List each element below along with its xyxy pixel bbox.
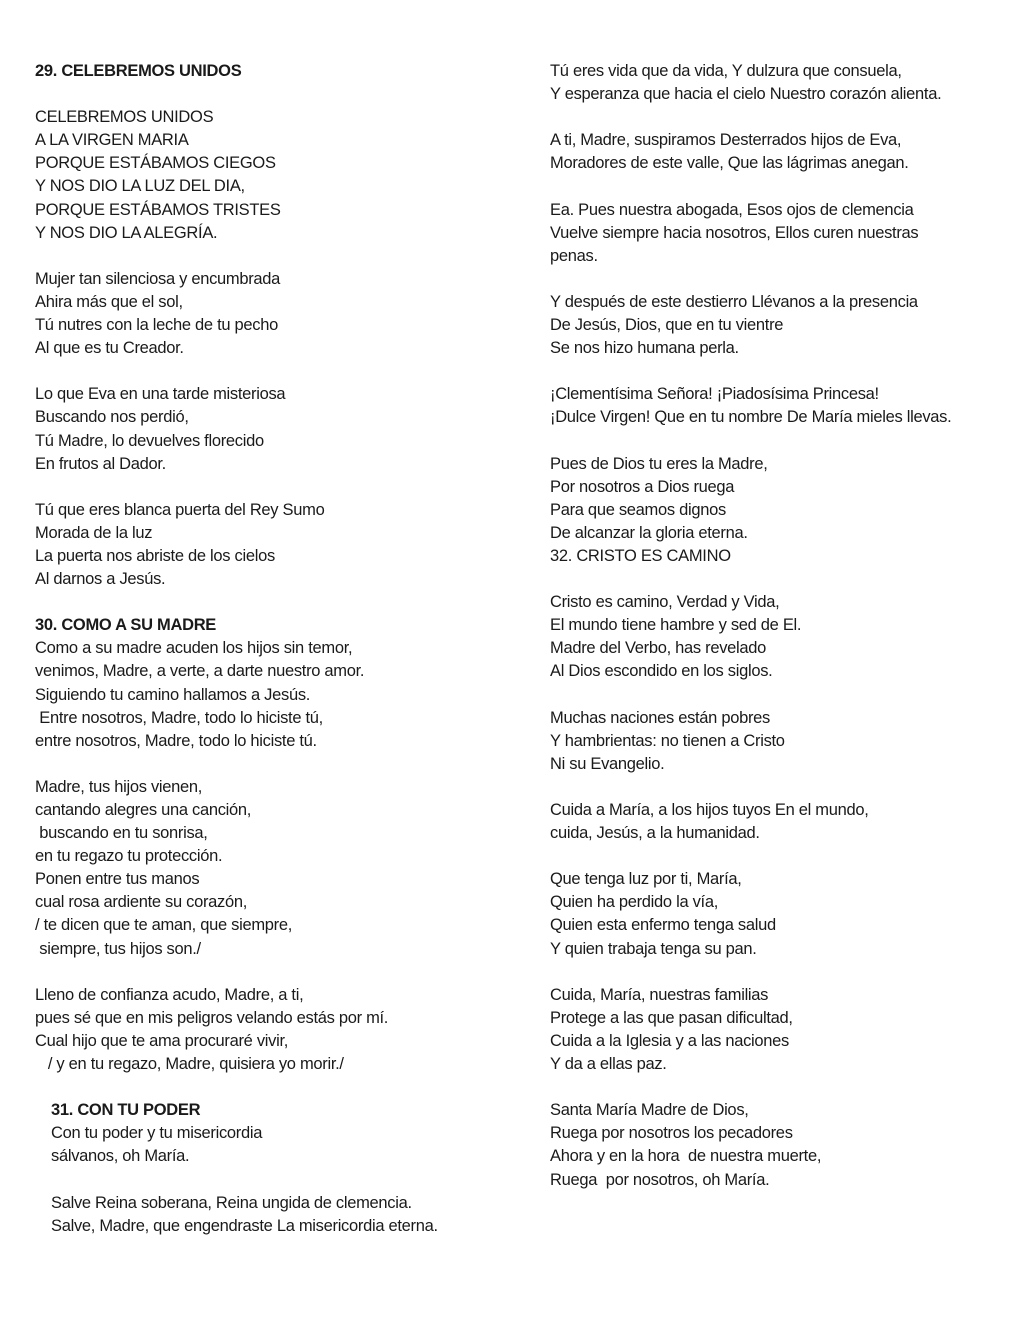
blank-line (35, 753, 505, 776)
text-line: Ahora y en la hora de nuestra muerte, (550, 1147, 822, 1166)
text-line: Ponen entre tus manos (35, 870, 200, 889)
blank-line (35, 83, 505, 106)
text-line: Protege a las que pasan dificultad, (550, 1008, 793, 1027)
blank-line (35, 591, 505, 614)
blank-line (550, 430, 1010, 453)
text-line: Se nos hizo humana perla. (550, 339, 739, 358)
text-line: La puerta nos abriste de los cielos (35, 546, 275, 565)
text-line: En frutos al Dador. (35, 454, 166, 473)
text-line: Entre nosotros, Madre, todo lo hiciste tú, (35, 708, 323, 727)
text-line: Vuelve siempre hacia nosotros, Ellos curen nuestras (550, 223, 919, 242)
blank-line (35, 961, 505, 984)
text-line: Y NOS DIO LA ALEGRÍA. (35, 223, 218, 242)
text-line: Para que seamos dignos (550, 500, 726, 519)
blank-line (550, 684, 1010, 707)
text-line: cantando alegres una canción, (35, 801, 252, 819)
text-line: Moradores de este valle, Que las lágrimas anegan. (550, 154, 909, 173)
blank-line (550, 961, 1010, 984)
text-line: 32. CRISTO ES CAMINO (550, 546, 731, 565)
text-line: Tú nutres con la leche de tu pecho (35, 316, 278, 335)
text-line: El mundo tiene hambre y sed de El. (550, 616, 802, 635)
blank-line (35, 245, 505, 268)
text-line: Y hambrientas: no tienen a Cristo (550, 731, 785, 750)
text-line: Ruega por nosotros, oh María. (550, 1170, 770, 1189)
text-line: Y NOS DIO LA LUZ DEL DIA, (35, 177, 245, 196)
text-line: cuida, Jesús, a la humanidad. (550, 824, 760, 843)
text-line: buscando en tu sonrisa, (35, 824, 208, 843)
text-line: ¡Clementísima Señora! ¡Piadosísima Princesa! (550, 385, 879, 404)
song-title: 31. CON TU PODER (51, 1101, 201, 1120)
text-line: Ni su Evangelio. (550, 754, 665, 773)
blank-line (550, 1076, 1010, 1099)
text-line: Madre del Verbo, has revelado (550, 639, 767, 658)
text-line: ¡Dulce Virgen! Que en tu nombre De María mieles llevas. (550, 408, 952, 427)
text-line: sálvanos, oh María. (51, 1147, 190, 1166)
text-line: PORQUE ESTÁBAMOS CIEGOS (35, 154, 276, 173)
blank-line (550, 776, 1010, 799)
text-line: De Jesús, Dios, que en tu vientre (550, 316, 784, 335)
text-line: Pues de Dios tu eres la Madre, (550, 454, 768, 473)
text-line: cual rosa ardiente su corazón, (35, 893, 248, 912)
text-line: Salve Reina soberana, Reina ungida de clemencia. (51, 1193, 412, 1212)
text-line: Quien esta enfermo tenga salud (550, 916, 776, 935)
text-line: Salve, Madre, que engendraste La misericordia eterna. (51, 1216, 438, 1235)
text-line: Cuida a María, a los hijos tuyos En el mundo, (550, 801, 869, 819)
text-line: Santa María Madre de Dios, (550, 1101, 749, 1120)
text-line: Lleno de confianza acudo, Madre, a ti, (35, 985, 304, 1004)
text-line: entre nosotros, Madre, todo lo hiciste tú. (35, 731, 317, 750)
blank-line (35, 476, 505, 499)
text-line: Tú que eres blanca puerta del Rey Sumo (35, 500, 325, 519)
left-column (35, 60, 505, 1238)
song-title: 30. COMO A SU MADRE (35, 616, 217, 635)
blank-line (550, 360, 1010, 383)
song-title: 29. CELEBREMOS UNIDOS (35, 62, 242, 80)
text-line: en tu regazo tu protección. (35, 847, 223, 866)
text-line: Cual hijo que te ama procuraré vivir, (35, 1031, 289, 1050)
text-line: PORQUE ESTÁBAMOS TRISTES (35, 200, 281, 219)
blank-line (550, 106, 1010, 129)
text-line: Por nosotros a Dios ruega (550, 477, 735, 496)
text-line: Al que es tu Creador. (35, 339, 184, 358)
text-line: / te dicen que te aman, que siempre, (35, 916, 293, 935)
blank-line (550, 568, 1010, 591)
text-line: Mujer tan silenciosa y encumbrada (35, 269, 281, 288)
blank-line (35, 1076, 505, 1099)
text-line: Madre, tus hijos vienen, (35, 777, 203, 796)
text-line: Y esperanza que hacia el cielo Nuestro corazón alienta. (550, 85, 942, 104)
text-line: Y quien trabaja tenga su pan. (550, 939, 757, 958)
text-line: Con tu poder y tu misericordia (51, 1124, 263, 1143)
text-line: Buscando nos perdió, (35, 408, 189, 427)
text-line: A LA VIRGEN MARIA (35, 131, 189, 150)
text-line: Que tenga luz por ti, María, (550, 870, 742, 889)
text-line: A ti, Madre, suspiramos Desterrados hijos de Eva, (550, 131, 902, 150)
text-line: Como a su madre acuden los hijos sin temor, (35, 639, 353, 658)
text-line: Al darnos a Jesús. (35, 570, 166, 589)
text-line: siempre, tus hijos son./ (35, 939, 201, 958)
text-line: venimos, Madre, a verte, a darte nuestro amor. (35, 662, 365, 681)
text-line: Quien ha perdido la vía, (550, 893, 718, 912)
text-line: Tú eres vida que da vida, Y dulzura que consuela, (550, 62, 902, 80)
blank-line (550, 175, 1010, 198)
text-line: Al Dios escondido en los siglos. (550, 662, 773, 681)
text-line: Lo que Eva en una tarde misteriosa (35, 385, 286, 404)
text-line: Tú Madre, lo devuelves florecido (35, 431, 264, 450)
right-column (550, 60, 1010, 1192)
blank-line (35, 360, 505, 383)
text-line: Siguiendo tu camino hallamos a Jesús. (35, 685, 311, 704)
text-line: Ea. Pues nuestra abogada, Esos ojos de clemencia (550, 200, 914, 219)
text-line: / y en tu regazo, Madre, quisiera yo morir./ (35, 1055, 344, 1074)
text-line: Y después de este destierro Llévanos a la presencia (550, 292, 918, 311)
text-line: Morada de la luz (35, 523, 153, 542)
text-line: Cristo es camino, Verdad y Vida, (550, 593, 780, 612)
text-line: Cuida, María, nuestras familias (550, 985, 769, 1004)
text-line: Y da a ellas paz. (550, 1055, 667, 1074)
text-line: penas. (550, 246, 598, 265)
text-line: pues sé que en mis peligros velando estás por mí. (35, 1008, 389, 1027)
text-line: CELEBREMOS UNIDOS (35, 108, 214, 127)
blank-line (35, 1169, 505, 1192)
text-line: Muchas naciones están pobres (550, 708, 770, 727)
text-line: Ruega por nosotros los pecadores (550, 1124, 793, 1143)
blank-line (550, 268, 1010, 291)
text-line: De alcanzar la gloria eterna. (550, 523, 748, 542)
text-line: Ahira más que el sol, (35, 292, 183, 311)
blank-line (550, 845, 1010, 868)
text-line: Cuida a la Iglesia y a las naciones (550, 1031, 789, 1050)
